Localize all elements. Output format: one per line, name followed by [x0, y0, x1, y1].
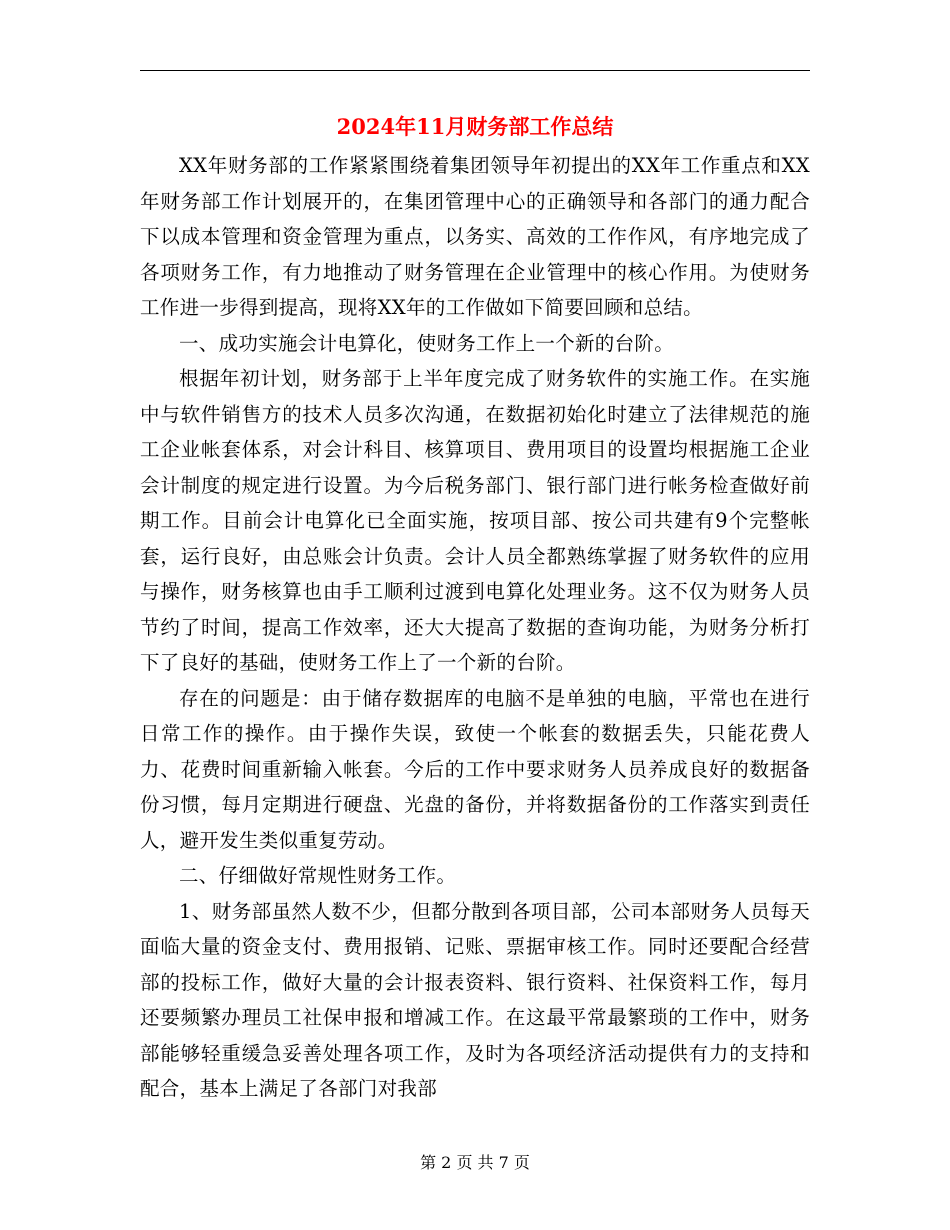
header-rule — [140, 70, 810, 71]
page-number-footer: 第 2 页 共 7 页 — [420, 1153, 530, 1172]
document-title: 2024年11月财务部工作总结 — [336, 114, 614, 139]
paragraph-accounting-software: 根据年初计划，财务部于上半年度完成了财务软件的实施工作。在实施中与软件销售方的技术人员多次沟通，在数据初始化时建立了法律规范的施工企业帐套体系，对会计科目、核算项目、费用项目的设置均根据施工企业会计制度的规定进行设置。为今后税务部门、银行部门进行帐务检查做好前期工作。目前会计电算化已全面实施，按项目部、按公司共建有9个完整帐套，运行良好，由总账会计负责。会计人员全都熟练掌握了财务软件的应用与操作，财务核算也由手工顺利过渡到电算化处理业务。这不仅为财务人员节约了时间，提高工作效率，还大大提高了数据的查询功能，为财务分析打下了良好的基础，使财务工作上了一个新的台阶。 — [140, 367, 810, 674]
paragraph-problems: 存在的问题是：由于储存数据库的电脑不是单独的电脑，平常也在进行日常工作的操作。由于操作失误，致使一个帐套的数据丢失，只能花费人力、花费时间重新输入帐套。今后的工作中要求财务人员养成良好的数据备份习惯，每月定期进行硬盘、光盘的备份，并将数据备份的工作落实到责任人，避开发生类似重复劳动。 — [140, 686, 810, 852]
section-heading-1: 一、成功实施会计电算化，使财务工作上一个新的台阶。 — [179, 331, 675, 355]
paragraph-routine-work: 1、财务部虽然人数不少，但都分散到各项目部，公司本部财务人员每天面临大量的资金支付、费用报销、记账、票据审核工作。同时还要配合经营部的投标工作，做好大量的会计报表资料、银行资料、社保资料工作，每月还要频繁办理员工社保申报和增减工作。在这最平常最繁琐的工作中，财务部能够轻重缓急妥善处理各项工作，及时为各项经济活动提供有力的支持和配合，基本上满足了各部门对我部 — [140, 899, 810, 1100]
paragraph-intro: XX年财务部的工作紧紧围绕着集团领导年初提出的XX年工作重点和XX年财务部工作计划展开的，在集团管理中心的正确领导和各部门的通力配合下以成本管理和资金管理为重点，以务实、高效的工作作风，有序地完成了各项财务工作，有力地推动了财务管理在企业管理中的核心作用。为使财务工作进一步得到提高，现将XX年的工作做如下简要回顾和总结。 — [140, 154, 810, 319]
document-body — [140, 148, 810, 1107]
section-heading-2: 二、仔细做好常规性财务工作。 — [179, 864, 457, 887]
